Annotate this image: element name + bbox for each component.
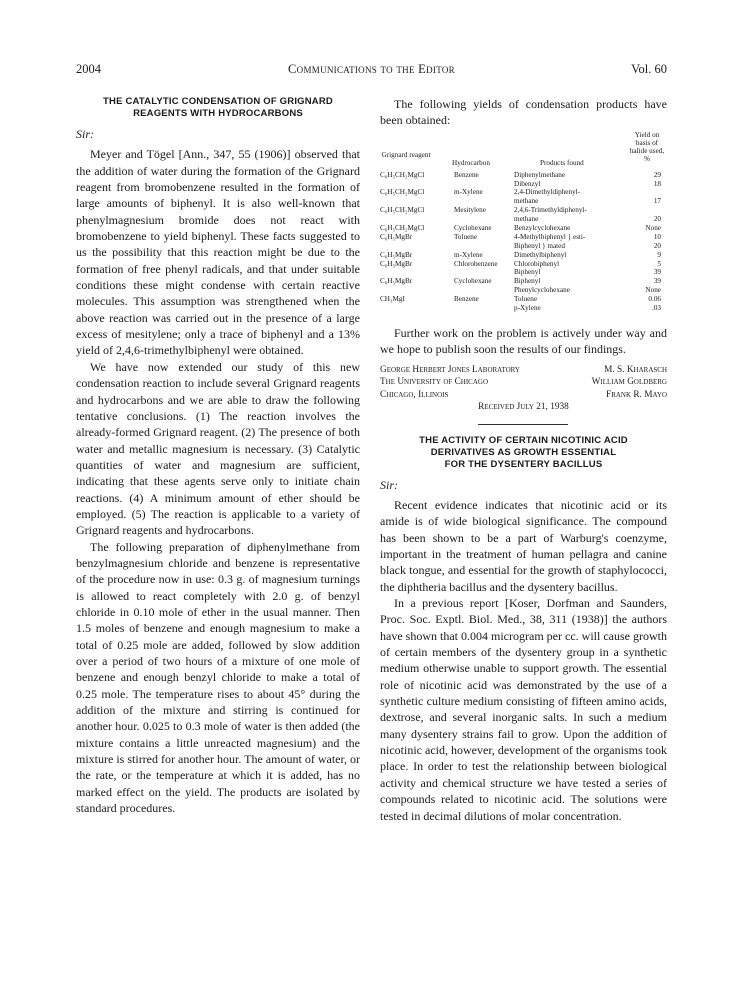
volume-label: Vol. 60 xyxy=(631,62,667,76)
cell-product: Diphenylmethane xyxy=(514,170,566,179)
cell-reagent: CH₃MgI xyxy=(380,295,405,304)
cell-hydrocarbon: Chlorobenzene xyxy=(454,259,498,268)
salutation: Sir: xyxy=(76,127,94,141)
page-header xyxy=(76,62,667,78)
city-name: Chicago, Illinois xyxy=(380,389,449,400)
paragraph: We have now extended our study of this new condensation reaction to include several Grignard reagents and hydrocarbons and we are able to draw the following tentative conclusions. (1) The reaction involves the already-formed Grignard reagent. (2) The presence of both water and metallic magnesium is necessary. (3) Catalytic quantities of water and magnesium are sufficient, indicating that these agents serve only to initiate chain reactions. (4) A minimum amount of ether should be employed. (5) The reaction is applicable to a variety of Grignard reagents and hydrocarbons. xyxy=(76,359,360,538)
left-column xyxy=(76,96,360,816)
cell-yield: 39 xyxy=(653,277,661,286)
table-row xyxy=(380,260,667,269)
table-row xyxy=(380,197,667,206)
column-header-reagent: Grignard reagent xyxy=(381,150,431,159)
cell-product: 2,4,6-Trimethyldiphenyl- xyxy=(514,206,587,215)
cell-reagent: C₆H₅CH₂MgCl xyxy=(380,224,425,233)
page-number: 2004 xyxy=(76,62,101,76)
cell-yield: 10 xyxy=(653,232,661,241)
yields-table xyxy=(380,131,667,313)
cell-yield: 17 xyxy=(653,197,661,206)
cell-reagent: C₆H₅CH₂MgCl xyxy=(380,206,425,215)
cell-product: methane xyxy=(514,197,539,206)
cell-product: 2,4-Dimethyldiphenyl- xyxy=(514,188,581,197)
cell-product: Phenylcyclohexane xyxy=(514,286,570,295)
article-title: THE CATALYTIC CONDENSATION OF GRIGNARD REAGENTS WITH HYDROCARBONS xyxy=(103,96,333,119)
paragraph: The following yields of condensation products have been obtained: xyxy=(380,97,667,128)
cell-reagent: C₆H₅MgBr xyxy=(380,277,413,286)
cell-product: Toluene xyxy=(514,295,538,304)
author-name: M. S. Kharasch xyxy=(604,364,667,375)
cell-product: Biphenyl xyxy=(514,268,541,277)
paragraph: Meyer and Tögel [Ann., 347, 55 (1906)] observed that the addition of water during the formation of the Grignard reagent from bromobenzene resulted in the formation of large amounts of biphenyl. It is also well-known that phenylmagnesium bromide does not react with bromobenzene to yield biphenyl. These facts suggested to us the possibility that this reaction might be due to the formation of free phenyl radicals, and that under suitable conditions these might condense with certain reactive molecules. This assumption was strengthened when the above reaction was carried out in the presence of a large excess of mesitylene; only a trace of biphenyl and a 13% yield of 2,4,6-trimethylbiphenyl were obtained. xyxy=(76,147,360,358)
signature-block xyxy=(380,364,667,414)
cell-product: p-Xylene xyxy=(514,304,541,313)
cell-reagent: C₆H₅MgBr xyxy=(380,259,413,268)
table-row xyxy=(380,286,667,295)
table-row xyxy=(380,251,667,260)
table-row xyxy=(380,242,667,251)
cell-product: Chlorobiphenyl xyxy=(514,259,560,268)
lab-name: George Herbert Jones Laboratory xyxy=(380,364,520,375)
cell-reagent: C₆H₅CH₂MgCl xyxy=(380,170,425,179)
cell-product: Benzylcyclohexane xyxy=(514,224,571,233)
received-date: Received July 21, 1938 xyxy=(478,402,569,413)
cell-product: methane xyxy=(514,215,539,224)
cell-hydrocarbon: Toluene xyxy=(454,232,478,241)
cell-yield: 29 xyxy=(653,170,661,179)
column-header-hydrocarbon: Hydrocarbon xyxy=(452,158,490,167)
table-row xyxy=(380,304,667,313)
table-header xyxy=(380,131,667,171)
cell-reagent: C₆H₅MgBr xyxy=(380,250,413,259)
paragraph: The following preparation of diphenylmethane from benzylmagnesium chloride and benzene is representative of the procedure now in use: 0.3 g. of magnesium turnings is allowed to react completely with 2.0 g. of benzyl chloride in 0.10 mole of ether in the usual manner. Then 1.5 moles of benzene and enough magnesium to make a total of 0.25 mole are added, followed by slow addition over a period of two hours of a mixture of one mole of benzene and enough benzyl chloride to make a total of 0.25 mole. The temperature rises to about 45° during the addition of the mixture and stirring is continued for another hour. 0.025 to 0.3 mole of water is then added (the mixture contains a little unreacted magnesium) and the mixture is stirred for another hour. The amount of water, or the rate, or the temperature at which it is added, has no marked effect on the yield. The products are isolated by standard procedures. xyxy=(76,539,360,816)
cell-product: Dimethylbiphenyl xyxy=(514,250,567,259)
cell-yield: 18 xyxy=(653,179,661,188)
author-name: William Goldberg xyxy=(591,377,667,388)
table-row xyxy=(380,215,667,224)
cell-yield: 0.06 xyxy=(648,295,661,304)
author-name: Frank R. Mayo xyxy=(606,389,667,400)
table-row xyxy=(380,233,667,242)
journal-section-title: Communications to the Editor xyxy=(288,62,455,76)
table-row xyxy=(380,277,667,286)
cell-hydrocarbon: Benzene xyxy=(454,170,479,179)
table-row xyxy=(380,295,667,304)
cell-yield: 20 xyxy=(653,215,661,224)
right-column xyxy=(380,96,667,824)
cell-product: Dibenzyl xyxy=(514,179,541,188)
cell-product: Biphenyl xyxy=(514,277,541,286)
cell-product: 4-Methylbiphenyl } esti- xyxy=(514,232,586,241)
cell-hydrocarbon: Cyclohexane xyxy=(454,224,492,233)
column-header-products: Products found xyxy=(540,158,584,167)
cell-yield: 39 xyxy=(653,268,661,277)
table-body xyxy=(380,171,667,313)
cell-hydrocarbon: Mesitylene xyxy=(454,206,486,215)
column-header-yield: Yield on basis of halide used, % xyxy=(629,130,665,163)
cell-yield: 5 xyxy=(657,259,661,268)
table-row xyxy=(380,171,667,180)
paragraph: Further work on the problem is actively under way and we hope to publish soon the results of our findings. xyxy=(380,325,667,357)
cell-hydrocarbon: Cyclohexane xyxy=(454,277,492,286)
cell-yield: .03 xyxy=(652,304,661,313)
cell-reagent: C₆H₅CH₂MgCl xyxy=(380,188,425,197)
table-row xyxy=(380,188,667,197)
cell-yield: None xyxy=(645,286,661,295)
salutation: Sir: xyxy=(380,477,398,492)
cell-hydrocarbon: Benzene xyxy=(454,295,479,304)
table-row xyxy=(380,224,667,233)
cell-yield: None xyxy=(645,224,661,233)
university-name: The University of Chicago xyxy=(380,377,489,388)
cell-yield: 9 xyxy=(657,250,661,259)
table-row xyxy=(380,268,667,277)
cell-yield: 20 xyxy=(653,241,661,250)
paragraph: Recent evidence indicates that nicotinic acid or its amide is of wide biological significance. The compound has been shown to be a part of Warburg's coenzyme, important in the treatment of human pellagra and canine black tongue, and essential for the growth of staphylococci, the diphtheria bacillus and the dysentery bacillus. xyxy=(380,497,667,594)
cell-hydrocarbon: m-Xylene xyxy=(454,188,483,197)
cell-product: Biphenyl } mated xyxy=(514,241,565,250)
table-row xyxy=(380,180,667,189)
article-title: THE ACTIVITY OF CERTAIN NICOTINIC ACID DERIVATIVES AS GROWTH ESSENTIAL FOR THE DYSENTERY BACILLUS xyxy=(419,434,628,470)
table-row xyxy=(380,206,667,215)
cell-hydrocarbon: m-Xylene xyxy=(454,250,483,259)
paragraph: In a previous report [Koser, Dorfman and Saunders, Proc. Soc. Exptl. Biol. Med., 38, 311 (1938)] the authors have shown that 0.004 microgram per cc. will cause growth of certain members of the dysentery group in a synthetic medium otherwise unable to support growth. The essential role of nicotinic acid was demonstrated by the use of a synthetic culture medium consisting of fifteen amino acids, dextrose, and several inorganic salts. In such a medium many dysentery strains fail to grow. Upon the addition of nicotinic acid, however, development of the organisms took place. In order to test the relationship between biological activity and chemical structure we have tested a series of compounds related to nicotinic acid. The solutions were tested in decimal dilutions of molar concentration. xyxy=(380,596,667,823)
section-divider xyxy=(478,424,568,425)
cell-reagent: C₆H₅MgBr xyxy=(380,232,413,241)
